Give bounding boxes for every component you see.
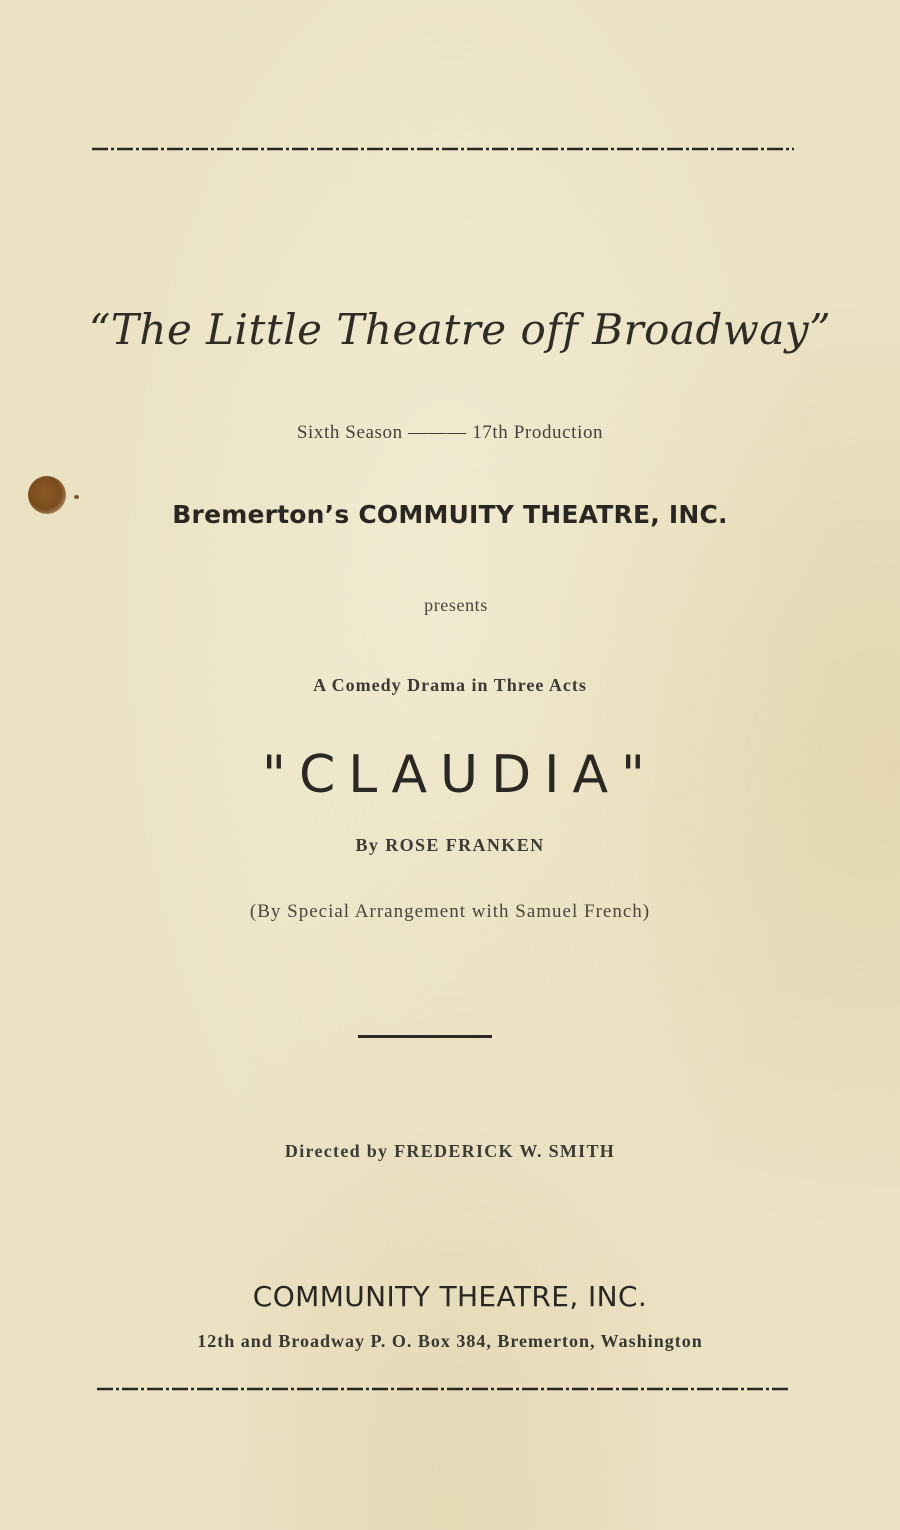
genre-line: A Comedy Drama in Three Acts [313, 675, 587, 695]
author-line: By ROSE FRANKEN [355, 835, 545, 855]
top-rule-graphic [92, 146, 794, 152]
presents-text: presents [424, 595, 488, 615]
top-decorative-rule [92, 146, 794, 152]
play-title: "CLAUDIA" [262, 745, 658, 805]
organization-name: Bremerton’s COMMUITY THEATRE, INC. [172, 500, 728, 529]
director-line: Directed by FREDERICK W. SMITH [284, 1141, 616, 1161]
bottom-rule-graphic [97, 1386, 791, 1392]
company-address: 12th and Broadway P. O. Box 384, Bremerton, Washington [197, 1331, 703, 1351]
bottom-decorative-rule [97, 1386, 791, 1392]
season-line: Sixth Season ——— 17th Production [296, 422, 604, 443]
company-name: COMMUNITY THEATRE, INC. [252, 1280, 648, 1313]
arrangement-note: (By Special Arrangement with Samuel French) [249, 901, 651, 922]
center-divider [358, 1035, 492, 1038]
tagline: “The Little Theatre off Broadway” [88, 305, 832, 354]
stain-speck [74, 495, 79, 499]
